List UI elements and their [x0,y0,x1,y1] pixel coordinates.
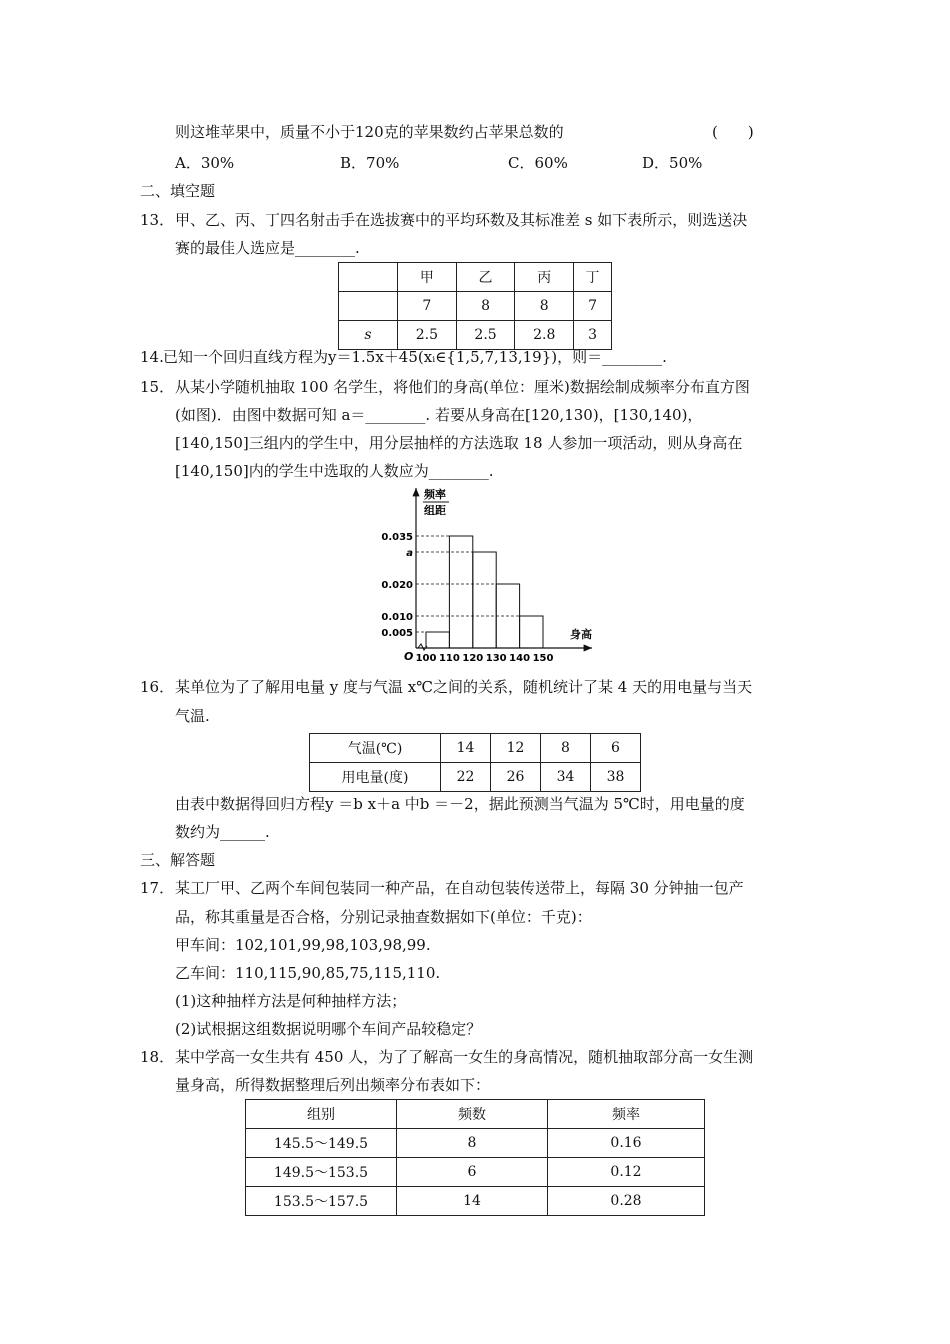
table-header-cell: 组别 [246,1100,397,1129]
table-cell: 气温(℃) [310,734,441,763]
table-row [246,1100,705,1129]
y-tick-label: 0.020 [381,580,413,591]
table-cell: 用电量(度) [310,763,441,792]
table-header-cell: 乙 [456,263,515,292]
y-tick-label: 0.010 [381,612,413,623]
frequency-histogram [370,480,610,665]
table-cell: 14 [397,1187,548,1216]
section-fill-blank-heading: 二、填空题 [140,182,216,200]
histogram-bar [520,616,543,648]
table-cell: 2.8 [515,321,574,350]
y-tick-label: 0.005 [381,628,413,639]
q12-option-d: D．50% [642,154,703,172]
q12-option-a: A．30% [175,154,235,172]
q13-line1: 甲、乙、丙、丁四名射击手在选拔赛中的平均环数及其标准差 s 如下表所示，则选送决 [175,211,748,229]
q15-line2: (如图)．由图中数据可知 a＝________. 若要从身高在[120,130)，[130,140)， [175,406,703,424]
q15-line3: [140,150]三组内的学生中，用分层抽样的方法选取 18 人参加一项活动，则从身高在 [175,434,743,452]
q12-option-b: B．70% [340,154,400,172]
table-row [339,292,612,321]
y-axis-label-top: 频率 [424,488,446,501]
table-header-cell: 频数 [397,1100,548,1129]
table-cell: 8 [541,734,591,763]
q17-line2: 品，称其重量是否合格，分别记录抽查数据如下(单位：千克)： [175,908,592,926]
y-tick-label: 0.035 [381,532,413,543]
q17-line4: 乙车间：110,115,90,85,75,115,110. [175,964,441,982]
table-cell: 38 [591,763,641,792]
table-cell: 8 [456,292,515,321]
q18-number: 18． [140,1048,175,1066]
histogram-bar [473,552,496,648]
q18-line2: 量身高，所得数据整理后列出频率分布表如下： [175,1076,491,1094]
table-row [339,263,612,292]
q17-line3: 甲车间：102,101,99,98,103,98,99. [175,936,431,954]
q15-number: 15． [140,378,175,396]
y-tick-label: a [406,548,413,559]
table-header-cell: 丁 [574,263,612,292]
table-cell: 149.5～153.5 [246,1158,397,1187]
q18-table [245,1099,705,1216]
q15-line4: [140,150]内的学生中选取的人数应为________. [175,462,494,480]
q14-number: 14. [140,348,164,366]
q16-number: 16． [140,678,175,696]
table-cell: 7 [398,292,457,321]
q12-answer-paren: ( ) [712,123,754,141]
x-tick-label: 110 [438,653,460,664]
table-cell: 14 [441,734,491,763]
table-cell: 8 [397,1129,548,1158]
table-cell: 26 [491,763,541,792]
table-cell [339,292,398,321]
table-cell: s [339,321,398,350]
x-tick-label: 140 [509,653,531,664]
q16-table [309,733,641,792]
table-row [310,734,641,763]
table-cell: 3 [574,321,612,350]
x-tick-label: 130 [485,653,507,664]
table-cell: 0.16 [548,1129,705,1158]
table-row [246,1187,705,1216]
histogram-bar [449,536,472,648]
x-tick-label: 120 [462,653,484,664]
q15-line1: 从某小学随机抽取 100 名学生，将他们的身高(单位：厘米)数据绘制成频率分布直方图 [175,378,750,396]
table-header-cell: 甲 [398,263,457,292]
table-cell [339,263,398,292]
x-tick-label: 100 [415,653,437,664]
q13-line2: 赛的最佳人选应是________. [175,239,360,257]
table-row [246,1158,705,1187]
q17-number: 17． [140,879,175,897]
table-cell: 2.5 [398,321,457,350]
q17-line1: 某工厂甲、乙两个车间包装同一种产品，在自动包装传送带上，每隔 30 分钟抽一包产 [175,879,744,897]
table-cell: 0.12 [548,1158,705,1187]
table-cell: 145.5～149.5 [246,1129,397,1158]
table-header-cell: 丙 [515,263,574,292]
table-row [339,321,612,350]
table-cell: 2.5 [456,321,515,350]
table-cell: 12 [491,734,541,763]
q17-line5: (1)这种抽样方法是何种抽样方法； [175,992,407,1010]
q12-option-c: C．60% [508,154,568,172]
table-cell: 153.5～157.5 [246,1187,397,1216]
x-tick-label: 150 [532,653,554,664]
q13-table [338,262,612,350]
table-row [246,1129,705,1158]
section-answer-heading: 三、解答题 [140,851,216,869]
table-row [310,763,641,792]
table-cell: 8 [515,292,574,321]
histogram-bar [426,632,449,648]
q14-text: 已知一个回归直线方程为y＝1.5x＋45(xᵢ∈{1,5,7,13,19})，则＝________. [163,348,667,366]
table-cell: 7 [574,292,612,321]
y-axis-label-bottom: 组距 [424,504,446,517]
q13-number: 13． [140,211,175,229]
table-cell: 6 [591,734,641,763]
q12-continuation: 则这堆苹果中，质量不小于120克的苹果数约占苹果总数的 [175,123,564,141]
q16-line3: 由表中数据得回归方程y ＝b x＋a 中b ＝－2，据此预测当气温为 5℃时，用电量的度 [175,795,745,813]
table-header-cell: 频率 [548,1100,705,1129]
origin-label: O [404,650,414,663]
q16-line4: 数约为______. [175,823,270,841]
table-cell: 34 [541,763,591,792]
x-axis-label: 身高 [570,628,592,641]
q18-line1: 某中学高一女生共有 450 人，为了了解高一女生的身高情况，随机抽取部分高一女生测 [175,1048,754,1066]
table-cell: 6 [397,1158,548,1187]
table-cell: 22 [441,763,491,792]
table-cell: 0.28 [548,1187,705,1216]
q16-line2: 气温. [175,707,210,725]
q16-line1: 某单位为了了解用电量 y 度与气温 x℃之间的关系，随机统计了某 4 天的用电量与当天 [175,678,753,696]
q17-line6: (2)试根据这组数据说明哪个车间产品较稳定？ [175,1020,482,1038]
